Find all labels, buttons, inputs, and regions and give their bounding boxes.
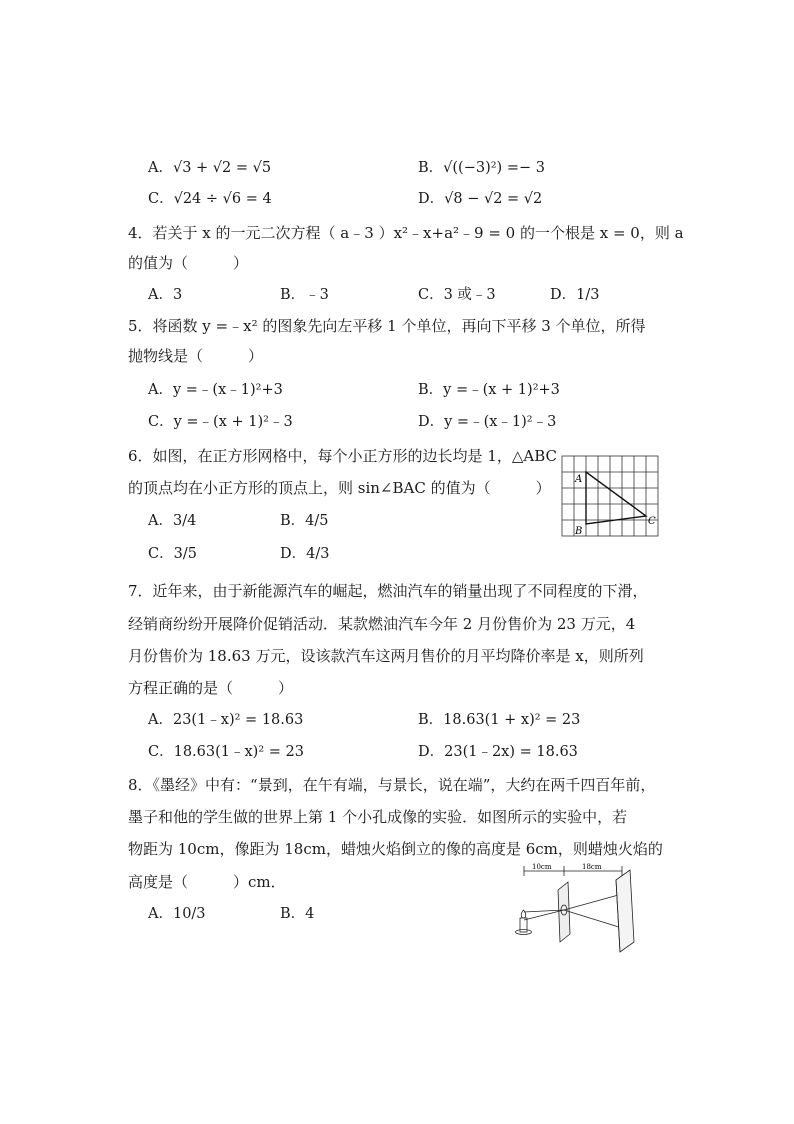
distance-18cm-label: 18cm <box>582 863 602 871</box>
q8-option-b: B．4 <box>280 906 315 922</box>
q3-option-d: D．√8 − √2 = √2 <box>418 191 543 207</box>
q5-option-b: B．y =﹣(x + 1)²+3 <box>418 382 560 398</box>
q3-option-a: A．√3 + √2 = √5 <box>148 160 272 176</box>
q6-option-b: B．4/5 <box>280 513 329 529</box>
q4-option-d: D．1/3 <box>550 287 600 303</box>
q8-stem-line3: 物距为 10cm，像距为 18cm，蜡烛火焰倒立的像的高度是 6cm，则蜡烛火焰的 <box>128 840 663 858</box>
q6-option-d: D．4/3 <box>280 546 330 562</box>
q6-option-a: A．3/4 <box>148 513 197 529</box>
q6-grid-figure <box>560 454 660 540</box>
q7-stem-line1: 7．近年来，由于新能源汽车的崛起，燃油汽车的销量出现了不同程度的下滑， <box>128 582 648 600</box>
q3-option-c: C．√24 ÷ √6 = 4 <box>148 191 272 207</box>
q5-option-d: D．y =﹣(x﹣1)²﹣3 <box>418 414 557 430</box>
q5-option-a: A．y =﹣(x﹣1)²+3 <box>148 382 283 398</box>
vertex-b-label: B <box>575 526 583 537</box>
q6-option-c: C．3/5 <box>148 546 197 562</box>
q4-option-a: A．3 <box>148 287 183 303</box>
q5-option-c: C．y =﹣(x + 1)²﹣3 <box>148 414 293 430</box>
q8-stem-line1: 8．《墨经》中有：“景到，在午有端，与景长，说在端”，大约在两千四百年前， <box>128 776 656 794</box>
q7-option-d: D．23(1﹣2x) = 18.63 <box>418 744 578 760</box>
q7-stem-line4: 方程正确的是（ ） <box>128 679 294 697</box>
q4-option-c: C．3 或﹣3 <box>418 287 496 303</box>
triangle-abc <box>586 472 646 524</box>
q7-option-c: C．18.63(1﹣x)² = 23 <box>148 744 304 760</box>
q8-pinhole-figure <box>512 862 642 954</box>
distance-10cm-label: 10cm <box>532 863 552 871</box>
q7-option-b: B．18.63(1 + x)² = 23 <box>418 712 581 728</box>
q8-stem-line4: 高度是（ ）cm． <box>128 873 286 891</box>
q4-stem-line1: 4．若关于 x 的一元二次方程（ a﹣3 ）x²﹣x+a²﹣9 = 0 的一个根是 x = 0，则 a <box>128 224 684 242</box>
q5-stem-line2: 抛物线是（ ） <box>128 347 264 365</box>
vertex-c-label: C <box>648 516 656 527</box>
q8-stem-line2: 墨子和他的学生做的世界上第 1 个小孔成像的实验．如图所示的实验中，若 <box>128 808 628 826</box>
q6-stem-line1: 6．如图，在正方形网格中，每个小正方形的边长均是 1，△ABC <box>128 447 558 465</box>
q8-option-a: A．10/3 <box>148 906 206 922</box>
q7-stem-line2: 经销商纷纷开展降价促销活动．某款燃油汽车今年 2 月份售价为 23 万元，4 <box>128 615 636 633</box>
q4-option-b: B．﹣3 <box>280 287 329 303</box>
q4-stem-line2: 的值为（ ） <box>128 254 249 272</box>
q6-stem-line2: 的顶点均在小正方形的顶点上，则 sin∠BAC 的值为（ ） <box>128 479 551 497</box>
q7-stem-line3: 月份售价为 18.63 万元，设该款汽车这两月售价的月平均降价率是 x，则所列 <box>128 647 644 665</box>
q7-option-a: A．23(1﹣x)² = 18.63 <box>148 712 304 728</box>
q5-stem-line1: 5．将函数 y =﹣x² 的图象先向左平移 1 个单位，再向下平移 3 个单位，所得 <box>128 317 646 335</box>
vertex-a-label: A <box>575 474 583 485</box>
q3-option-b: B．√((−3)²) =− 3 <box>418 160 545 176</box>
